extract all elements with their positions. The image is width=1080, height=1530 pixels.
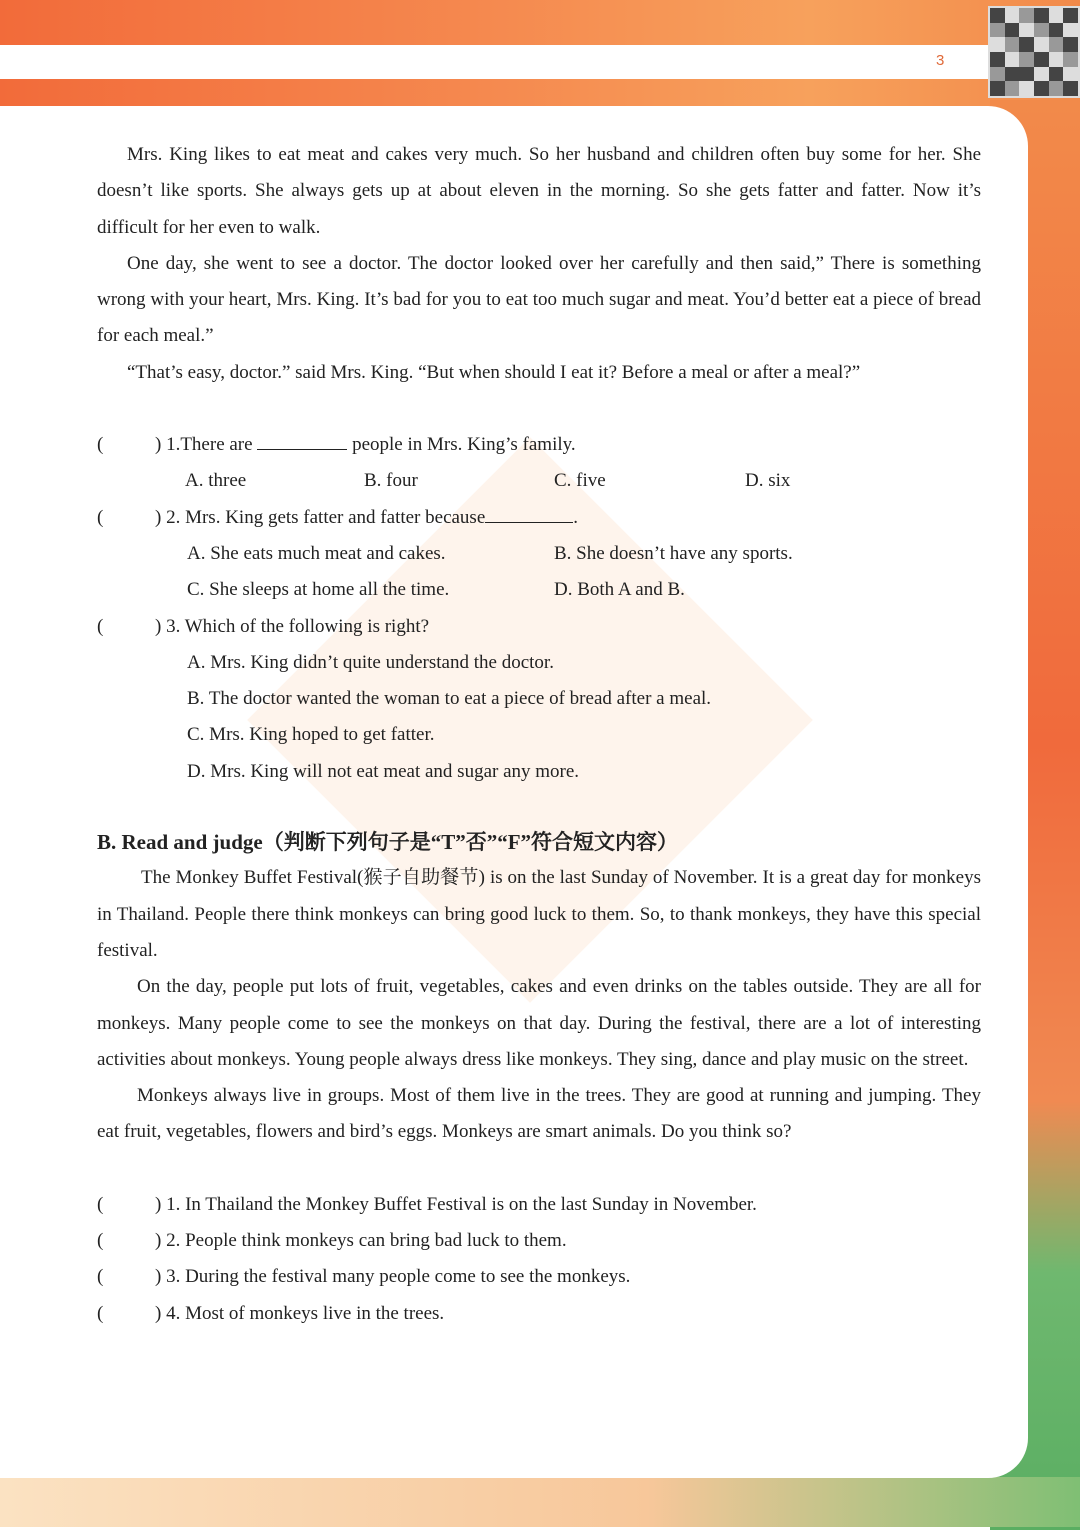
option-c: C. She sleeps at home all the time. xyxy=(187,579,450,601)
question-stem: ) 1.There are xyxy=(155,434,253,456)
passage-b-paragraph: Monkeys always live in groups. Most of them live in the trees. They are good at running and jumping. They eat fruit, vegetables, flowers and bird’s eggs. Monkeys are smart animals. Do you think so? xyxy=(97,1085,981,1143)
statement-2 xyxy=(97,1223,981,1259)
question-2-options-row2 xyxy=(97,572,981,608)
passage-b-paragraph: On the day, people put lots of fruit, vegetables, cakes and even drinks on the tables outside. They are all for monkeys. Many people come to see the monkeys on that day. During the festival, there are a lot of interesting activities about monkeys. Young people always dress like monkeys. They sing, dance and play music on the street. xyxy=(97,976,981,1070)
header-strip xyxy=(0,45,990,79)
answer-blank[interactable] xyxy=(485,504,573,523)
statement-3 xyxy=(97,1259,981,1295)
answer-bracket[interactable]: ( xyxy=(97,1302,104,1324)
option-a: A. She eats much meat and cakes. xyxy=(187,542,446,564)
option-c: C. five xyxy=(554,470,606,492)
answer-bracket[interactable]: ( xyxy=(97,506,104,528)
section-b-heading: B. Read and judge（判断下列句子是“T”否”“F”符合短文内容） xyxy=(97,830,679,855)
worksheet-content xyxy=(97,137,981,1332)
statement-text: ) 3. During the festival many people come to see the monkeys. xyxy=(155,1266,631,1288)
passage-b-paragraph: The Monkey Buffet Festival(猴子自助餐节) is on the last Sunday of November. It is a great day for monkeys in Thailand. People there think monkeys can bring good luck to them. So, to thank monkeys, they have this special festival. xyxy=(97,867,981,961)
statement-4 xyxy=(97,1296,981,1332)
answer-bracket[interactable]: ( xyxy=(97,615,104,637)
option-d: D. Both A and B. xyxy=(554,579,685,601)
option-b: B. She doesn’t have any sports. xyxy=(554,542,793,564)
answer-bracket[interactable]: ( xyxy=(97,1266,104,1288)
option-b: B. The doctor wanted the woman to eat a piece of bread after a meal. xyxy=(187,688,712,710)
question-stem-end: people in Mrs. King’s family. xyxy=(352,434,576,456)
statement-text: ) 2. People think monkeys can bring bad luck to them. xyxy=(155,1230,567,1252)
question-stem: ) 3. Which of the following is right? xyxy=(155,615,430,637)
page-number: 3 xyxy=(936,52,945,69)
statement-1 xyxy=(97,1187,981,1223)
passage-a-paragraph: “That’s easy, doctor.” said Mrs. King. “But when should I eat it? Before a meal or after a meal?” xyxy=(127,361,861,383)
passage-a-paragraph: Mrs. King likes to eat meat and cakes very much. So her husband and children often buy some for her. She doesn’t like sports. She always gets up at about eleven in the morning. So she gets fatter and fatter. Now it’s difficult for her even to walk. xyxy=(97,144,981,238)
question-2-options-row1 xyxy=(97,536,981,572)
question-1-options xyxy=(97,463,981,499)
question-3 xyxy=(97,609,981,645)
question-1 xyxy=(97,427,981,463)
bottom-decoration xyxy=(0,1477,1080,1527)
question-2 xyxy=(97,500,981,536)
statement-text: ) 1. In Thailand the Monkey Buffet Festival is on the last Sunday in November. xyxy=(155,1193,757,1215)
option-c: C. Mrs. King hoped to get fatter. xyxy=(187,724,435,746)
option-a: A. three xyxy=(185,470,247,492)
statement-text: ) 4. Most of monkeys live in the trees. xyxy=(155,1302,445,1324)
option-d: D. Mrs. King will not eat meat and sugar any more. xyxy=(187,760,580,782)
answer-bracket[interactable]: ( xyxy=(97,1230,104,1252)
answer-blank[interactable] xyxy=(257,431,347,450)
question-stem: ) 2. Mrs. King gets fatter and fatter because xyxy=(155,506,486,528)
option-b: B. four xyxy=(364,470,418,492)
option-d: D. six xyxy=(745,470,791,492)
qr-code-icon xyxy=(988,6,1080,98)
question-stem-end: . xyxy=(573,506,579,528)
option-a: A. Mrs. King didn’t quite understand the doctor. xyxy=(187,651,554,673)
answer-bracket[interactable]: ( xyxy=(97,1193,104,1215)
passage-a-paragraph: One day, she went to see a doctor. The doctor looked over her carefully and then said,” There is something wrong with your heart, Mrs. King. It’s bad for you to eat too much sugar and meat. You’d better eat a piece of bread for each meal.” xyxy=(97,252,981,347)
answer-bracket[interactable]: ( xyxy=(97,434,104,456)
